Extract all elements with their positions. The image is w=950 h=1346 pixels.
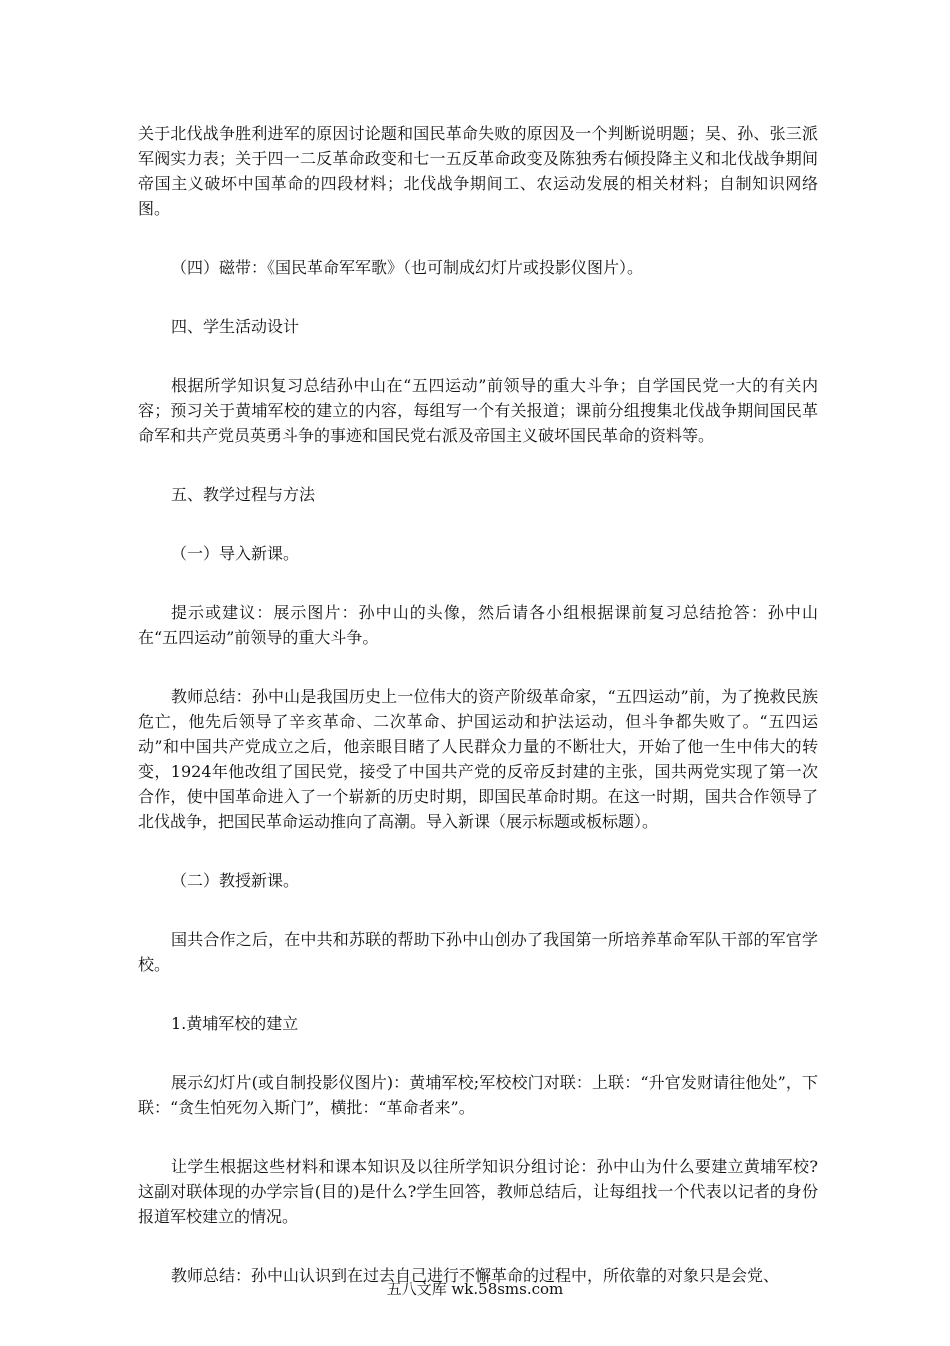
heading-teaching-process: 五、教学过程与方法 <box>171 485 316 504</box>
heading-new-lesson: （二）教授新课。 <box>171 871 300 890</box>
paragraph-student-activities: 根据所学知识复习总结孙中山在“五四运动”前领导的重大斗争；自学国民党一大的有关内容；预习关于黄埔军校的建立的内容，每组写一个有关报道；课前分组搜集北伐战争期间国民革命军和共产党员英勇斗争的事迹和国民党右派及帝国主义破坏国民革命的资料等。 <box>138 376 818 445</box>
paragraph-discussion: 让学生根据这些材料和课本知识及以往所学知识分组讨论：孙中山为什么要建立黄埔军校?这副对联体现的办学宗旨(目的)是什么?学生回答，教师总结后，让每组找一个代表以记者的身份报道军校建立的情况。 <box>138 1157 818 1226</box>
paragraph-teacher-summary-2: 教师总结：孙中山认识到在过去自己进行不懈革命的过程中，所依靠的对象只是会党、 <box>171 1266 780 1285</box>
paragraph-hint-suggestion: 提示或建议：展示图片：孙中山的头像，然后请各小组根据课前复习总结抢答：孙中山在“五四运动”前领导的重大斗争。 <box>138 603 818 647</box>
footer-watermark: 五八文库 wk.58sms.com <box>386 1280 564 1298</box>
heading-whampoa: 1.黄埔军校的建立 <box>171 1014 299 1033</box>
heading-intro-lesson: （一）导入新课。 <box>171 544 300 563</box>
paragraph-slides: 展示幻灯片(或自制投影仪图片)：黄埔军校;军校校门对联：上联：“升官发财请往他处”，下联：“贪生怕死勿入斯门”，横批：“革命者来”。 <box>138 1073 818 1117</box>
paragraph-materials-list: 关于北伐战争胜利进军的原因讨论题和国民革命失败的原因及一个判断说明题；吴、孙、张三派军阀实力表；关于四一二反革命政变和七一五反革命政变及陈独秀右倾投降主义和北伐战争期间帝国主义破坏中国革命的四段材料；北伐战争期间工、农运动发展的相关材料；自制知识网络图。 <box>138 124 818 218</box>
paragraph-teacher-summary-1: 教师总结：孙中山是我国历史上一位伟大的资产阶级革命家，“五四运动”前，为了挽救民族危亡，他先后领导了辛亥革命、二次革命、护国运动和护法运动，但斗争都失败了。“五四运动”和中国共产党成立之后，他亲眼目睹了人民群众力量的不断壮大，开始了他一生中伟大的转变，1924年他改组了国民党，接受了中国共产党的反帝反封建的主张，国共两党实现了第一次合作，使中国革命进入了一个崭新的历史时期，即国民革命时期。在这一时期，国共合作领导了北伐战争，把国民革命运动推向了高潮。导入新课（展示标题或板标题）。 <box>138 687 818 831</box>
heading-student-activities: 四、学生活动设计 <box>171 317 300 336</box>
paragraph-cooperation: 国共合作之后，在中共和苏联的帮助下孙中山创办了我国第一所培养革命军队干部的军官学校。 <box>138 930 818 974</box>
document-body <box>138 121 818 1322</box>
paragraph-tape-item: （四）磁带：《国民革命军军歌》（也可制成幻灯片或投影仪图片）。 <box>171 258 644 277</box>
